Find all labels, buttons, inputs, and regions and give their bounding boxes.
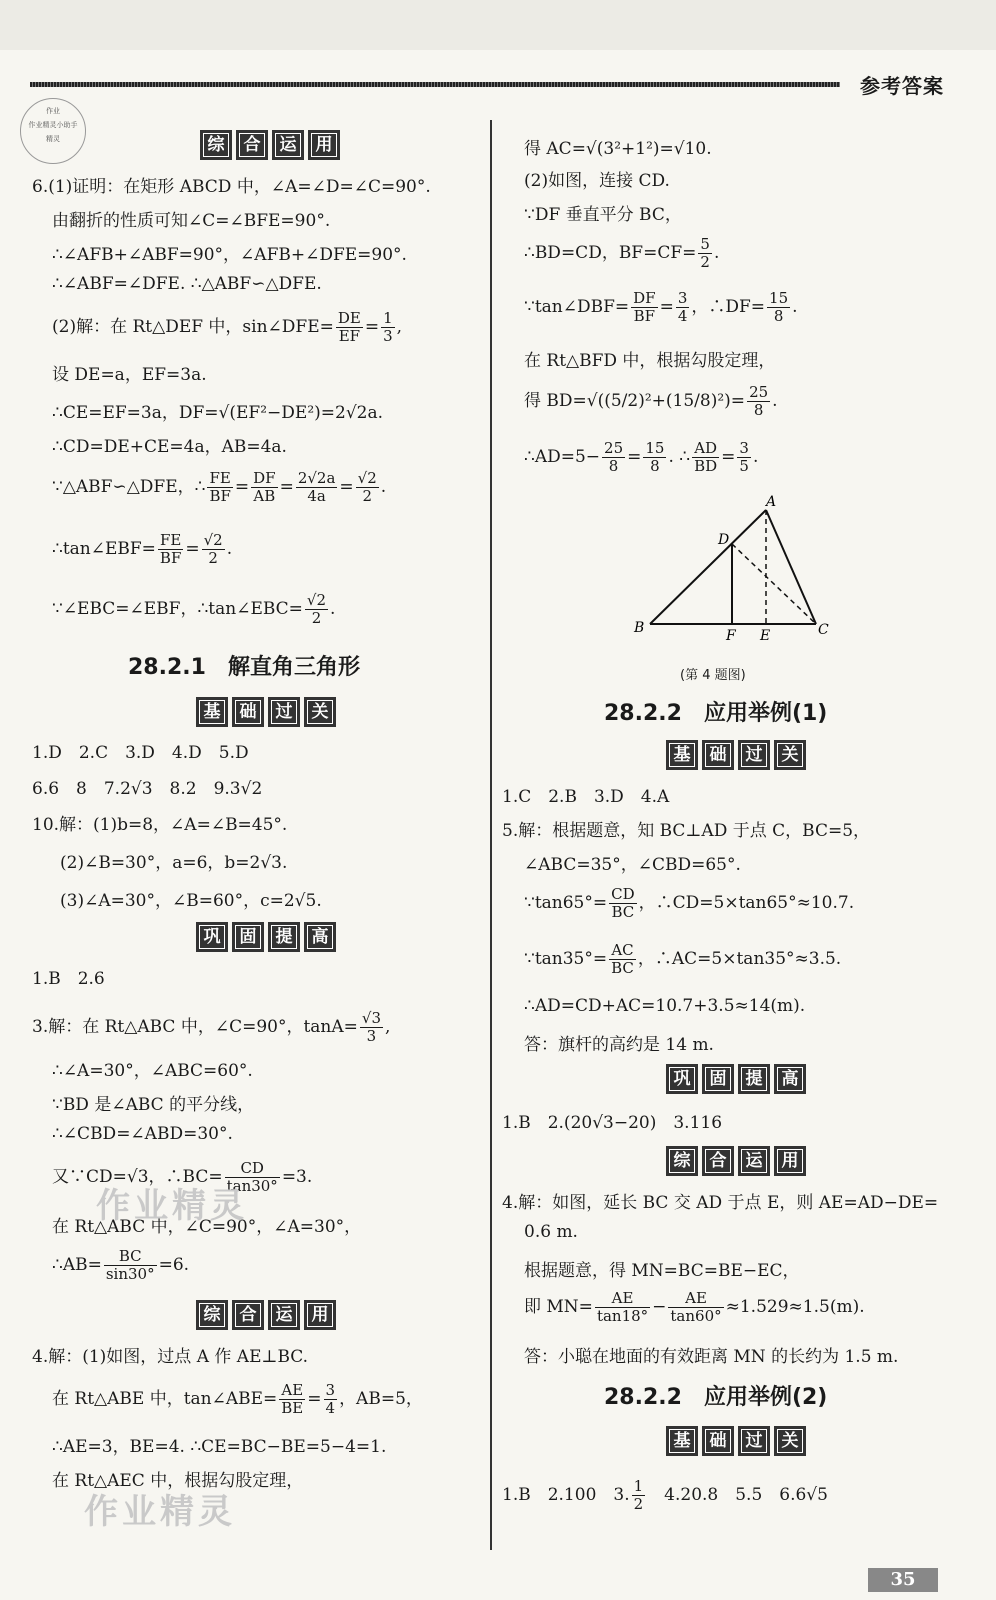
label-e: E xyxy=(760,628,771,644)
figure-caption: (第 4 题图) xyxy=(680,668,746,683)
line-c1: 4.解：(1)如图，过点 A 作 AE⊥BC. xyxy=(32,1347,309,1367)
badge-gonggu-1: 巩 固 提 高 xyxy=(196,922,336,952)
badge-jichu-1: 基 础 过 关 xyxy=(196,697,336,727)
label-a: A xyxy=(766,494,777,510)
section-title-3: 28.2.2 应用举例(2) xyxy=(604,1385,828,1410)
header-rule xyxy=(30,82,840,87)
label-c: C xyxy=(818,622,829,638)
badge-zonghe-2: 综 合 运 用 xyxy=(196,1300,336,1330)
line-f3: 根据题意，得 MN=BC=BE−EC， xyxy=(524,1261,800,1281)
section-title-1: 28.2.1 解直角三角形 xyxy=(128,655,360,680)
line-f5: 答：小聪在地面的有效距离 MN 的长约为 1.5 m. xyxy=(524,1347,899,1367)
line-a2: 6.6 8 7.2√3 8.2 9.3√2 xyxy=(32,779,263,799)
edge-ac xyxy=(766,510,816,624)
badge-zonghe-1: 综 合 运 用 xyxy=(200,130,340,160)
line-b8: ∴AB= $\frac{BC}{\sin 30^\circ}$ =6. xyxy=(52,1247,190,1283)
line-f4: 即 MN= $\frac{AE}{\tan 18^\circ}$ − $\frac{AE}{\tan 60^\circ}$ ≈1.529≈1.5(m). xyxy=(524,1289,865,1325)
line-b7: 在 Rt△ABC 中，∠C=90°，∠A=30°， xyxy=(52,1217,362,1237)
column-divider xyxy=(490,120,492,1550)
line-d5: ∵tan35°= $\frac{AC}{BC}$ ，∴AC=5×tan35°≈3.5. xyxy=(524,941,842,977)
line-d1: 1.C 2.B 3.D 4.A xyxy=(502,787,670,807)
line-f2: 0.6 m. xyxy=(524,1222,578,1242)
line-l2: 由翻折的性质可知∠C=∠BFE=90°. xyxy=(52,211,331,231)
line-b6: 又∵CD=√3，∴BC= $\frac{CD}{\tan 30^\circ}$ =3. xyxy=(52,1159,313,1195)
line-a3: 10.解：(1)b=8，∠A=∠B=45°. xyxy=(32,815,288,835)
line-e1: 1.B 2.(20√3−20) 3.116 xyxy=(502,1113,723,1133)
line-a4: (2)∠B=30°，a=6，b=2√3. xyxy=(60,853,288,873)
line-l10: ∴tan∠EBF= $\frac{FE}{BF}$ = $\frac{√2}{2}$ . xyxy=(52,531,233,567)
line-d4: ∵tan65°= $\frac{CD}{BC}$ ，∴CD=5×tan65°≈10.7. xyxy=(524,885,855,921)
edge-ba xyxy=(650,510,766,624)
line-l8: ∴CD=DE+CE=4a，AB=4a. xyxy=(52,437,287,457)
line-r5: ∵tan∠DBF= $\frac{DF}{BF}$ = $\frac{3}{4}$ ，∴DF= $\frac{15}{8}$ . xyxy=(524,289,798,325)
line-d7: 答：旗杆的高约是 14 m. xyxy=(524,1035,714,1055)
watermark-1: 作业精灵 xyxy=(96,1186,248,1226)
line-d3: ∠ABC=35°，∠CBD=65°. xyxy=(524,855,741,875)
line-r8: ∴AD=5− $\frac{25}{8}$ = $\frac{15}{8}$ . ∴ $\frac{AD}{BD}$ = $\frac{3}{5}$ . xyxy=(524,439,759,475)
line-b2: 3.解：在 Rt△ABC 中，∠C=90°，tanA= $\frac{√3}{3}$ , xyxy=(32,1009,391,1045)
badge-jichu-3: 基 础 过 关 xyxy=(666,1426,806,1456)
line-r3: ∵DF 垂直平分 BC， xyxy=(524,205,682,225)
line-l6: 设 DE=a，EF=3a. xyxy=(52,365,207,385)
line-c4: 在 Rt△AEC 中，根据勾股定理， xyxy=(52,1471,304,1491)
label-f: F xyxy=(726,628,736,644)
badge-gonggu-2: 巩 固 提 高 xyxy=(666,1064,806,1094)
header-title: 参考答案 xyxy=(860,74,944,98)
line-l3: ∴∠AFB+∠ABF=90°，∠AFB+∠DFE=90°. xyxy=(52,245,407,265)
line-d6: ∴AD=CD+AC=10.7+3.5≈14(m). xyxy=(524,996,806,1016)
line-d2: 5.解：根据题意，知 BC⊥AD 于点 C，BC=5， xyxy=(502,821,871,841)
header-band xyxy=(0,0,996,50)
line-r6: 在 Rt△BFD 中，根据勾股定理， xyxy=(524,351,776,371)
line-l1: 6.(1)证明：在矩形 ABCD 中，∠A=∠D=∠C=90°. xyxy=(32,177,431,197)
line-c2: 在 Rt△ABE 中，tan∠ABE= $\frac{AE}{BE}$ = $\frac{3}{4}$ ，AB=5， xyxy=(52,1381,423,1417)
watermark-2: 作业精灵 xyxy=(84,1492,236,1532)
line-l11: ∵∠EBC=∠EBF，∴tan∠EBC= $\frac{√2}{2}$ . xyxy=(52,591,336,627)
label-b: B xyxy=(634,620,645,636)
stamp-logo: 作业 作业精灵小助手 精灵 xyxy=(20,98,86,164)
line-c3: ∴AE=3，BE=4. ∴CE=BC−BE=5−4=1. xyxy=(52,1437,387,1457)
line-b1: 1.B 2.6 xyxy=(32,969,105,989)
triangle-figure xyxy=(620,494,840,644)
badge-jichu-2: 基 础 过 关 xyxy=(666,740,806,770)
label-d: D xyxy=(718,532,730,548)
line-l4: ∴∠ABF=∠DFE. ∴△ABF∽△DFE. xyxy=(52,274,322,294)
badge-zonghe-3: 综 合 运 用 xyxy=(666,1146,806,1176)
line-a1: 1.D 2.C 3.D 4.D 5.D xyxy=(32,743,249,763)
line-r4: ∴BD=CD，BF=CF= $\frac{5}{2}$ . xyxy=(524,235,720,271)
page-number: 35 xyxy=(868,1568,938,1592)
line-r2: (2)如图，连接 CD. xyxy=(524,171,670,191)
line-l9: ∵△ABF∽△DFE，∴ $\frac{FE}{BF}$ = $\frac{DF}{AB}$ = $\frac{2√2a}{4a}$ = $\frac{√2}{2}$ . xyxy=(52,469,387,505)
line-l7: ∴CE=EF=3a，DF=√(EF²−DE²)=2√2a. xyxy=(52,403,384,423)
line-a5: (3)∠A=30°，∠B=60°，c=2√5. xyxy=(60,891,322,911)
line-b5: ∴∠CBD=∠ABD=30°. xyxy=(52,1124,233,1144)
line-r1: 得 AC=√(3²+1²)=√10. xyxy=(524,139,712,159)
line-g1: 1.B 2.100 3. $\frac{1}{2}$ 4.20.8 5.5 6.6√5 xyxy=(502,1477,828,1513)
line-b4: ∵BD 是∠ABC 的平分线， xyxy=(52,1095,255,1115)
line-r7: 得 BD=√((5/2)²+(15/8)²)= $\frac{25}{8}$ . xyxy=(524,383,778,419)
segment-dc xyxy=(732,544,816,624)
line-l5: (2)解：在 Rt△DEF 中，sin∠DFE= $\frac{DE}{EF}$ = $\frac{1}{3}$ , xyxy=(52,309,403,345)
section-title-2: 28.2.2 应用举例(1) xyxy=(604,701,828,726)
line-f1: 4.解：如图，延长 BC 交 AD 于点 E，则 AE=AD−DE= xyxy=(502,1193,939,1213)
line-b3: ∴∠A=30°，∠ABC=60°. xyxy=(52,1061,253,1081)
